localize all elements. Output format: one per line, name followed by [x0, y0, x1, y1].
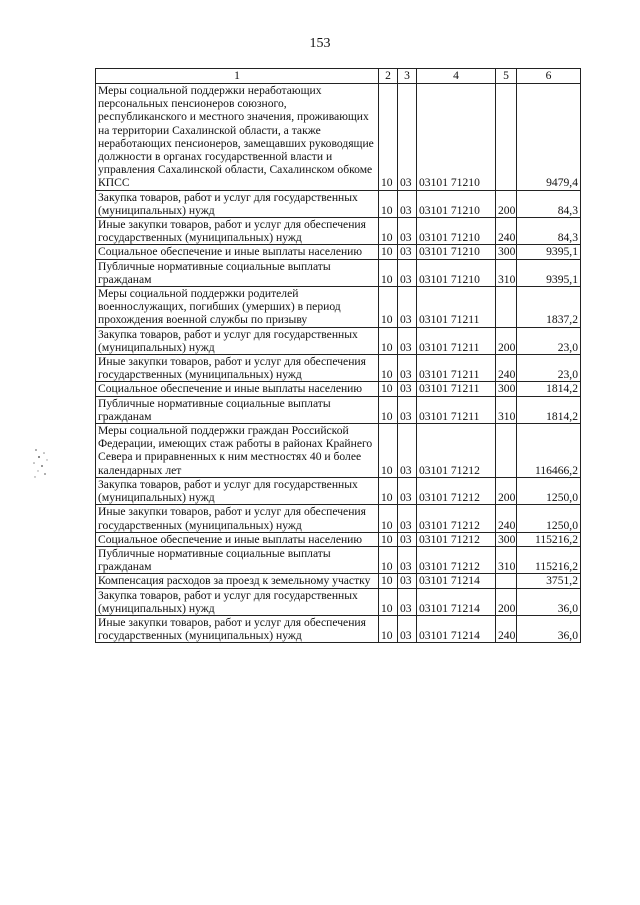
table-row	[96, 424, 581, 478]
row-cell-2: 10	[379, 574, 398, 588]
row-description: Публичные нормативные социальные выплаты гражданам	[96, 259, 379, 286]
row-cell-6: 9395,1	[517, 259, 581, 286]
table-row	[96, 574, 581, 588]
row-cell-3: 03	[398, 259, 417, 286]
column-header-5: 5	[496, 69, 517, 84]
table-row	[96, 532, 581, 546]
row-description: Меры социальной поддержки неработающих персональных пенсионеров союзного, республиканского и местного значения, проживающих на территории Сахалинской области, а также неработающих пенсионеров, замещавших руководящие должности в органах государственной власти и управления Сахалинской области, Сахалинском обкоме КПСС	[96, 84, 379, 191]
row-cell-6: 9479,4	[517, 84, 581, 191]
row-cell-3: 03	[398, 505, 417, 532]
row-cell-5: 300	[496, 532, 517, 546]
row-cell-2: 10	[379, 532, 398, 546]
row-cell-5: 310	[496, 396, 517, 423]
row-description: Социальное обеспечение и иные выплаты населению	[96, 532, 379, 546]
row-cell-2: 10	[379, 355, 398, 382]
row-description: Иные закупки товаров, работ и услуг для обеспечения государственных (муниципальных) нужд	[96, 218, 379, 245]
table-row	[96, 259, 581, 286]
row-cell-4: 03101 71212	[417, 505, 496, 532]
row-description: Иные закупки товаров, работ и услуг для обеспечения государственных (муниципальных) нужд	[96, 615, 379, 642]
row-cell-4: 03101 71211	[417, 382, 496, 396]
table-row	[96, 84, 581, 191]
row-cell-3: 03	[398, 424, 417, 478]
row-description: Иные закупки товаров, работ и услуг для обеспечения государственных (муниципальных) нужд	[96, 505, 379, 532]
row-cell-2: 10	[379, 327, 398, 354]
row-cell-6: 115216,2	[517, 546, 581, 573]
row-cell-3: 03	[398, 84, 417, 191]
header-row	[96, 69, 581, 84]
row-cell-4: 03101 71214	[417, 574, 496, 588]
row-cell-5: 240	[496, 505, 517, 532]
row-cell-5	[496, 424, 517, 478]
table-row	[96, 327, 581, 354]
row-description: Меры социальной поддержки родителей военнослужащих, погибших (умерших) в период прохождения военной службы по призыву	[96, 287, 379, 328]
row-description: Закупка товаров, работ и услуг для государственных (муниципальных) нужд	[96, 477, 379, 504]
row-cell-5: 310	[496, 259, 517, 286]
row-cell-4: 03101 71210	[417, 218, 496, 245]
table-row	[96, 588, 581, 615]
row-cell-4: 03101 71212	[417, 424, 496, 478]
column-header-4: 4	[417, 69, 496, 84]
row-cell-6: 3751,2	[517, 574, 581, 588]
row-cell-4: 03101 71211	[417, 355, 496, 382]
row-cell-5: 310	[496, 546, 517, 573]
row-cell-5: 200	[496, 190, 517, 217]
row-cell-4: 03101 71211	[417, 287, 496, 328]
column-header-6: 6	[517, 69, 581, 84]
row-cell-5	[496, 84, 517, 191]
row-cell-2: 10	[379, 190, 398, 217]
row-cell-6: 23,0	[517, 355, 581, 382]
row-cell-6: 23,0	[517, 327, 581, 354]
row-cell-2: 10	[379, 382, 398, 396]
row-cell-2: 10	[379, 84, 398, 191]
row-cell-6: 9395,1	[517, 245, 581, 259]
row-cell-6: 36,0	[517, 615, 581, 642]
row-cell-4: 03101 71214	[417, 615, 496, 642]
row-cell-5	[496, 287, 517, 328]
row-cell-3: 03	[398, 327, 417, 354]
row-cell-2: 10	[379, 505, 398, 532]
row-cell-4: 03101 71212	[417, 477, 496, 504]
row-cell-6: 116466,2	[517, 424, 581, 478]
row-cell-4: 03101 71212	[417, 546, 496, 573]
table-row	[96, 546, 581, 573]
row-cell-3: 03	[398, 574, 417, 588]
row-cell-3: 03	[398, 190, 417, 217]
row-cell-6: 36,0	[517, 588, 581, 615]
table-row	[96, 245, 581, 259]
row-description: Социальное обеспечение и иные выплаты населению	[96, 245, 379, 259]
row-cell-4: 03101 71210	[417, 84, 496, 191]
row-cell-6: 1250,0	[517, 477, 581, 504]
row-cell-6: 84,3	[517, 218, 581, 245]
row-cell-2: 10	[379, 259, 398, 286]
table-row	[96, 382, 581, 396]
row-description: Закупка товаров, работ и услуг для государственных (муниципальных) нужд	[96, 588, 379, 615]
row-cell-3: 03	[398, 477, 417, 504]
row-cell-6: 1250,0	[517, 505, 581, 532]
row-description: Закупка товаров, работ и услуг для государственных (муниципальных) нужд	[96, 190, 379, 217]
row-cell-6: 1837,2	[517, 287, 581, 328]
row-cell-2: 10	[379, 287, 398, 328]
row-description: Социальное обеспечение и иные выплаты населению	[96, 382, 379, 396]
row-cell-5: 200	[496, 477, 517, 504]
row-cell-5: 200	[496, 327, 517, 354]
table-body	[96, 84, 581, 643]
table-row	[96, 355, 581, 382]
row-cell-5: 200	[496, 588, 517, 615]
row-cell-3: 03	[398, 546, 417, 573]
row-cell-4: 03101 71210	[417, 245, 496, 259]
row-description: Меры социальной поддержки граждан Российской Федерации, имеющих стаж работы в районах Крайнего Севера и приравненных к ним местностях 40 и более календарных лет	[96, 424, 379, 478]
row-description: Иные закупки товаров, работ и услуг для обеспечения государственных (муниципальных) нужд	[96, 355, 379, 382]
row-cell-2: 10	[379, 245, 398, 259]
row-description: Публичные нормативные социальные выплаты гражданам	[96, 396, 379, 423]
row-description: Публичные нормативные социальные выплаты гражданам	[96, 546, 379, 573]
budget-table	[95, 68, 581, 643]
row-cell-2: 10	[379, 477, 398, 504]
row-cell-4: 03101 71211	[417, 396, 496, 423]
row-cell-3: 03	[398, 355, 417, 382]
row-cell-6: 1814,2	[517, 382, 581, 396]
column-header-2: 2	[379, 69, 398, 84]
row-cell-5: 240	[496, 615, 517, 642]
row-cell-3: 03	[398, 382, 417, 396]
scan-speckle	[30, 445, 52, 481]
row-cell-2: 10	[379, 396, 398, 423]
table-row	[96, 477, 581, 504]
row-cell-2: 10	[379, 546, 398, 573]
row-cell-4: 03101 71210	[417, 259, 496, 286]
row-cell-2: 10	[379, 424, 398, 478]
row-cell-3: 03	[398, 532, 417, 546]
row-cell-5: 240	[496, 355, 517, 382]
row-description: Компенсация расходов за проезд к земельному участку	[96, 574, 379, 588]
column-header-1: 1	[96, 69, 379, 84]
row-cell-6: 115216,2	[517, 532, 581, 546]
row-cell-5: 240	[496, 218, 517, 245]
row-cell-3: 03	[398, 245, 417, 259]
table-row	[96, 287, 581, 328]
row-cell-2: 10	[379, 218, 398, 245]
table-row	[96, 190, 581, 217]
row-cell-3: 03	[398, 287, 417, 328]
row-description: Закупка товаров, работ и услуг для государственных (муниципальных) нужд	[96, 327, 379, 354]
row-cell-4: 03101 71212	[417, 532, 496, 546]
row-cell-5	[496, 574, 517, 588]
row-cell-2: 10	[379, 588, 398, 615]
row-cell-3: 03	[398, 396, 417, 423]
row-cell-4: 03101 71210	[417, 190, 496, 217]
row-cell-4: 03101 71214	[417, 588, 496, 615]
row-cell-3: 03	[398, 615, 417, 642]
column-header-3: 3	[398, 69, 417, 84]
row-cell-3: 03	[398, 218, 417, 245]
row-cell-2: 10	[379, 615, 398, 642]
row-cell-6: 1814,2	[517, 396, 581, 423]
table-row	[96, 505, 581, 532]
row-cell-3: 03	[398, 588, 417, 615]
table-row	[96, 396, 581, 423]
table-row	[96, 218, 581, 245]
table-row	[96, 615, 581, 642]
row-cell-5: 300	[496, 245, 517, 259]
page-number: 153	[309, 36, 331, 51]
row-cell-5: 300	[496, 382, 517, 396]
row-cell-6: 84,3	[517, 190, 581, 217]
row-cell-4: 03101 71211	[417, 327, 496, 354]
